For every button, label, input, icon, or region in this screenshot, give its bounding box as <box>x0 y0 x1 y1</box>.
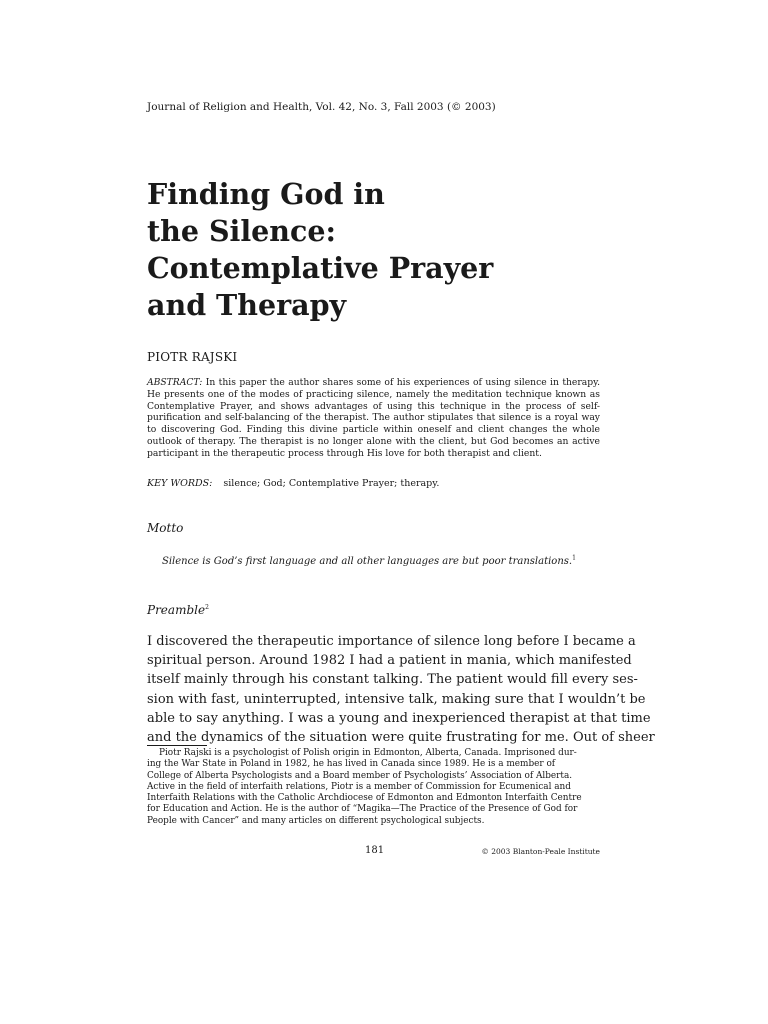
title-line: Contemplative Prayer <box>147 251 494 285</box>
preamble-heading <box>147 603 209 617</box>
footnote-line: ing the War State in Poland in 1982, he has lived in Canada since 1989. He is a member of <box>147 759 556 770</box>
title-line: and Therapy <box>147 288 347 322</box>
body-paragraph <box>147 632 655 747</box>
keywords <box>147 478 439 489</box>
journal-citation: Journal of Religion and Health, Vol. 42, No. 3, Fall 2003 (© 2003) <box>147 101 496 113</box>
title-line: the Silence: <box>147 214 337 248</box>
abstract-label: ABSTRACT: <box>147 377 203 388</box>
abstract <box>147 377 600 460</box>
footnote-divider <box>147 745 207 746</box>
footnote-line: Interfaith Relations with the Catholic Archdiocese of Edmonton and Edmonton Interfaith Centre <box>147 793 582 804</box>
body-line: I discovered the therapeutic importance of silence long before I became a <box>147 634 636 649</box>
keywords-label: KEY WORDS: <box>147 478 213 489</box>
title-line: Finding God in <box>147 177 385 211</box>
body-line: spiritual person. Around 1982 I had a patient in mania, which manifested <box>147 653 632 669</box>
keywords-text: silence; God; Contemplative Prayer; therapy. <box>223 478 440 489</box>
author-footnote <box>147 748 600 827</box>
copyright-notice: © 2003 Blanton-Peale Institute <box>481 847 600 856</box>
motto-heading: Motto <box>147 521 184 535</box>
footnote-ref: 1 <box>572 554 576 562</box>
abstract-text: In this paper the author shares some of his experiences of using silence in therapy. He presents one of the modes of practicing silence, namely the meditation technique known as Contemplative Prayer, and shows advantages of using this technique in the process of self-purification and self-balancing of the therapist. The author stipulates that silence is a royal way to discovering God. Finding this divine particle within oneself and client changes the whole outlook of therapy. The therapist is no longer alone with the client, but God becomes an active participant in the therapeutic process through His love for both therapist and client. <box>147 377 601 459</box>
footnote-line: Active in the field of interfaith relations, Piotr is a member of Commission for Ecumenical and <box>147 781 571 792</box>
footnote-ref: 2 <box>205 604 209 611</box>
motto-quote <box>162 556 576 567</box>
preamble-heading-text: Preamble <box>147 603 206 617</box>
footnote-line: College of Alberta Psychologists and a Board member of Psychologists’ Association of Alberta. <box>147 770 573 781</box>
body-line: able to say anything. I was a young and inexperienced therapist at that time <box>147 710 651 726</box>
motto-quote-text: Silence is God’s first language and all other languages are but poor translations. <box>162 556 573 567</box>
body-line: and the dynamics of the situation were quite frustrating for me. Out of sheer <box>147 730 655 746</box>
footnote-line: People with Cancer” and many articles on different psychological subjects. <box>147 815 485 826</box>
footnote-line: for Education and Action. He is the author of “Magika—The Practice of the Presence of God for <box>147 804 578 815</box>
body-line: itself mainly through his constant talking. The patient would fill every ses- <box>147 672 638 688</box>
body-line: sion with fast, uninterrupted, intensive talk, making sure that I wouldn’t be <box>147 691 646 707</box>
author-name: PIOTR RAJSKI <box>147 350 238 364</box>
paper-title <box>147 176 607 324</box>
footnote-line: Piotr Rajski is a psychologist of Polish origin in Edmonton, Alberta, Canada. Imprisoned dur- <box>159 748 577 758</box>
page-number: 181 <box>365 845 385 856</box>
